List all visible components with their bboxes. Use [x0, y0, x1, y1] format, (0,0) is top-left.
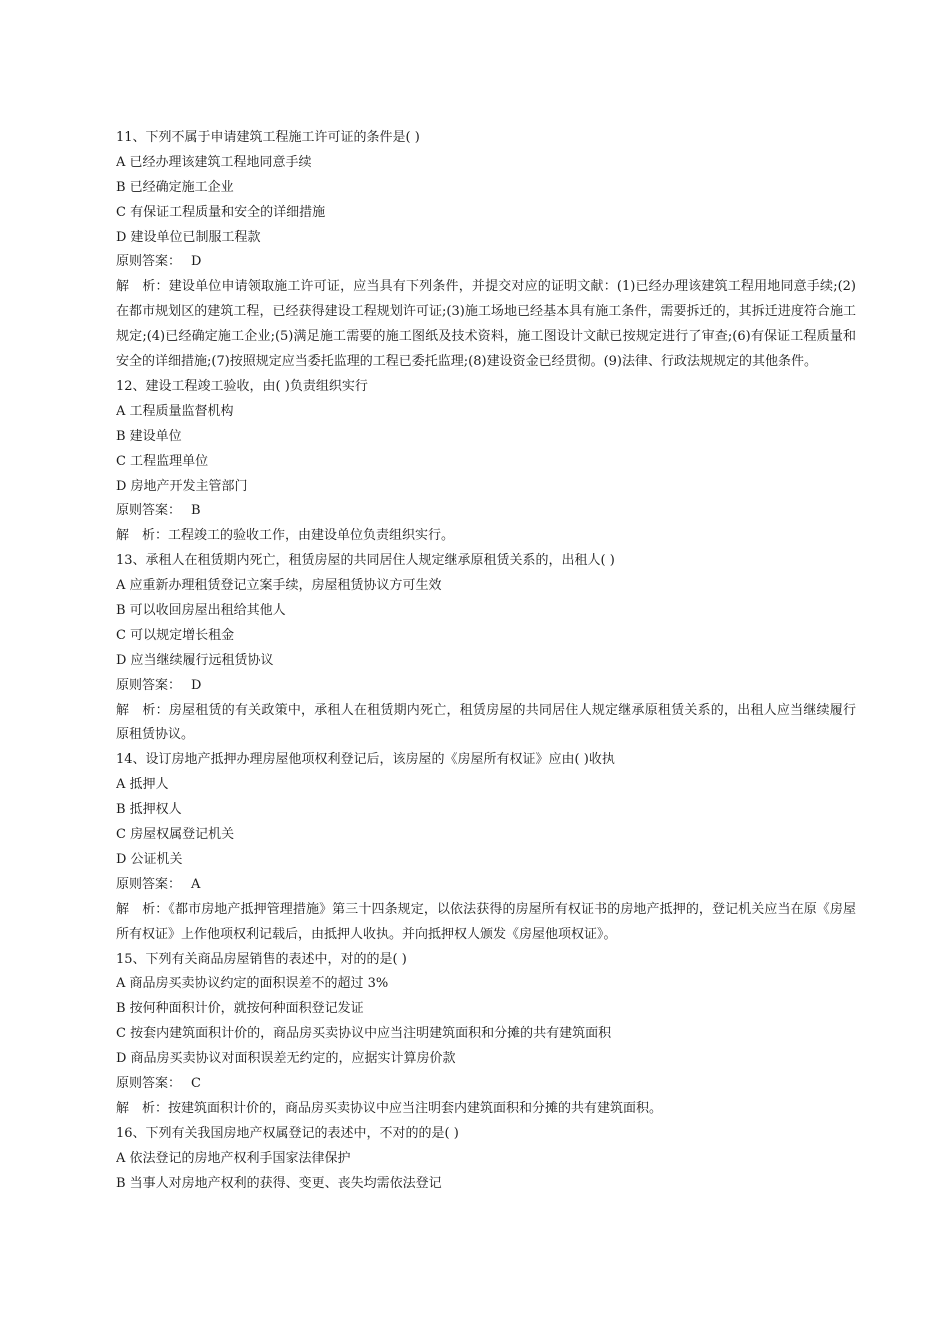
option-b: B 可以收回房屋出租给其他人 [116, 603, 286, 618]
answer-line [116, 499, 856, 524]
option-a: A 商品房买卖协议约定的面积误差不的超过 3% [116, 976, 389, 992]
option-a: A 依法登记的房地产权利手国家法律保护 [116, 1150, 351, 1166]
analysis-paragraph [116, 1097, 856, 1122]
question-11 [116, 126, 856, 375]
option-d: D 商品房买卖协议对面积误差无约定的，应据实计算房价款 [116, 1051, 456, 1067]
analysis-paragraph [116, 524, 856, 549]
answer-label: 原则答案： [116, 1075, 182, 1091]
question-stem: 13、承租人在租赁期内死亡，租赁房屋的共同居住人规定继承原租赁关系的，出租人( ) [116, 553, 615, 569]
option-a: A 已经办理该建筑工程地同意手续 [116, 154, 312, 170]
answer-value: A [191, 876, 201, 892]
analysis-label: 解 析： [116, 528, 169, 544]
analysis-text: 按建筑面积计价的，商品房买卖协议中应当注明套内建筑面积和分摊的共有建筑面积。 [168, 1100, 663, 1116]
option-b: B 建设单位 [116, 428, 182, 444]
answer-value: B [191, 503, 201, 519]
option-a: A 应重新办理租赁登记立案手续，房屋租赁协议方可生效 [116, 578, 442, 594]
option-d: D 应当继续履行远租赁协议 [116, 652, 274, 668]
option-b: B 已经确定施工企业 [116, 179, 234, 195]
answer-label: 原则答案： [116, 876, 182, 892]
answer-value: D [191, 254, 202, 270]
option-d: D 房地产开发主管部门 [116, 478, 248, 494]
question-14 [116, 748, 856, 947]
option-b: B 当事人对房地产权利的获得、变更、丧失均需依法登记 [116, 1175, 442, 1191]
option-b: B 抵押权人 [116, 802, 182, 818]
analysis-text: 工程竣工的验收工作，由建设单位负责组织实行。 [168, 528, 455, 544]
question-13 [116, 549, 856, 748]
option-d: D 建设单位已制服工程款 [116, 229, 261, 245]
answer-line [116, 873, 856, 898]
analysis-label: 解 析： [116, 279, 169, 295]
question-12 [116, 375, 856, 549]
option-d: D 公证机关 [116, 851, 183, 867]
option-c: C 有保证工程质量和安全的详细措施 [116, 204, 326, 220]
option-a: A 工程质量监督机构 [116, 403, 234, 419]
question-stem: 12、建设工程竣工验收，由( )负责组织实行 [116, 378, 368, 394]
answer-label: 原则答案： [116, 254, 182, 270]
answer-line [116, 250, 856, 275]
answer-value: C [191, 1075, 201, 1091]
question-stem: 14、设订房地产抵押办理房屋他项权利登记后，该房屋的《房屋所有权证》应由( )收执 [116, 752, 615, 768]
answer-label: 原则答案： [116, 503, 182, 519]
document-page [116, 126, 856, 1196]
option-c: C 房屋权属登记机关 [116, 827, 235, 843]
option-b: B 按何种面积计价，就按何种面积登记发证 [116, 1001, 364, 1017]
option-c: C 可以规定增长租金 [116, 627, 235, 643]
analysis-text: 房屋租赁的有关政策中，承租人在租赁期内死亡，租赁房屋的共同居住人规定继承原租赁关系的，出租人应当继续履行原租赁协议。 [116, 702, 856, 743]
question-16 [116, 1122, 856, 1197]
option-a: A 抵押人 [116, 777, 169, 793]
answer-label: 原则答案： [116, 677, 182, 693]
analysis-text: 《都市房地产抵押管理措施》第三十四条规定，以依法获得的房屋所有权证书的房地产抵押的，登记机关应当在原《房屋所有权证》上作他项权利记载后，由抵押人收执。并向抵押权人颁发《房屋他项权证》。 [116, 901, 856, 942]
answer-line [116, 674, 856, 699]
option-c: C 工程监理单位 [116, 453, 209, 469]
answer-line [116, 1072, 856, 1097]
answer-value: D [191, 677, 202, 693]
analysis-paragraph [116, 898, 856, 948]
question-15 [116, 948, 856, 1122]
analysis-text: 建设单位申请领取施工许可证，应当具有下列条件，并提交对应的证明文献：(1)已经办理该建筑工程用地同意手续;(2)在都市规划区的建筑工程，已经获得建设工程规划许可证;(3)施工场地已经基本具有施工条件，需要拆迁的，其拆迁进度符合施工规定;(4)已经确定施工企业;(5)满足施工需要的施工图纸及技术资料，施工图设计文献已按规定进行了审查;(6)有保证工程质量和安全的详细措施;(7)按照规定应当委托监理的工程已委托监理;(8)建设资金已经贯彻。(9)法律、行政法规规定的其他条件。 [116, 279, 856, 370]
question-stem: 15、下列有关商品房屋销售的表述中，对的的是( ) [116, 951, 407, 967]
option-c: C 按套内建筑面积计价的，商品房买卖协议中应当注明建筑面积和分摊的共有建筑面积 [116, 1026, 612, 1042]
analysis-paragraph [116, 699, 856, 749]
question-stem: 11、下列不属于申请建筑工程施工许可证的条件是( ) [116, 130, 420, 145]
analysis-label: 解 析： [116, 901, 169, 917]
analysis-label: 解 析： [116, 1100, 169, 1116]
question-stem: 16、下列有关我国房地产权属登记的表述中，不对的的是( ) [116, 1125, 459, 1141]
analysis-label: 解 析： [116, 702, 169, 718]
analysis-paragraph [116, 275, 856, 375]
